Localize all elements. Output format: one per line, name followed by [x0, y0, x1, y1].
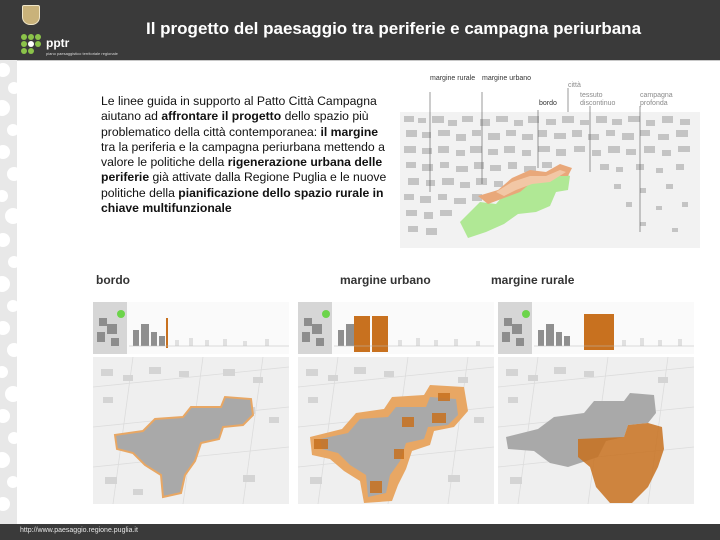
intro-bold-1: affrontare il progetto: [161, 109, 282, 124]
sidebar-pattern: [0, 60, 17, 524]
pptr-logo-icon: [20, 33, 42, 55]
logo-area: [0, 0, 130, 60]
map-bordo: [93, 357, 289, 504]
logo-subtitle: piano paesaggistico territoriale regionale: [46, 51, 118, 56]
intro-text-3: tra la periferia e la campagna periurbana mettendo a valore le politiche della: [101, 139, 385, 170]
logo-name: pptr: [46, 36, 70, 50]
intro-text-4: già attivate dalla Regione Puglia e le nuove politiche della: [101, 170, 387, 200]
region-emblem-icon: [22, 5, 40, 25]
intro-paragraph: [101, 94, 391, 216]
section-label-margine-urbano: margine urbano: [340, 273, 431, 287]
decorative-sidebar: [0, 60, 17, 524]
header-bar: [0, 0, 720, 60]
label-tessuto-discontinuo: tessuto discontinuo: [580, 92, 616, 107]
label-margine-rurale: margine rurale: [430, 75, 476, 82]
label-campagna-profonda: campagna profonda: [640, 92, 673, 107]
map-margine-rurale: [498, 357, 694, 504]
intro-bold-3: rigenerazione urbana delle periferie: [101, 155, 383, 185]
footer-url-link[interactable]: http://www.paesaggio.regione.puglia.it: [20, 527, 138, 534]
thumb-strip-margine-rurale: [498, 302, 694, 354]
aerial-diagram: [400, 72, 700, 252]
section-label-bordo: bordo: [96, 273, 130, 287]
page-title: Il progetto del paesaggio tra periferie e campagna periurbana: [146, 19, 642, 38]
intro-text-2: dello spazio più problematico della città contemporanea:: [101, 109, 369, 139]
label-citta: città: [568, 82, 581, 89]
map-margine-urbano: [298, 357, 494, 504]
section-label-margine-rurale: margine rurale: [491, 273, 575, 287]
label-margine-urbano: margine urbano: [482, 75, 532, 82]
header-divider: [17, 60, 720, 61]
thumb-strip-bordo: [93, 302, 289, 354]
intro-text-1: Le linee guida in supporto al Patto Città Campagna aiutano ad: [101, 94, 377, 124]
footer-bar: [0, 524, 720, 540]
intro-bold-2: il margine: [320, 124, 379, 139]
thumb-strip-margine-urbano: [298, 302, 494, 354]
label-bordo: bordo: [539, 100, 557, 107]
intro-bold-4: pianificazione dello spazio rurale in chiave multifunzionale: [101, 185, 384, 216]
